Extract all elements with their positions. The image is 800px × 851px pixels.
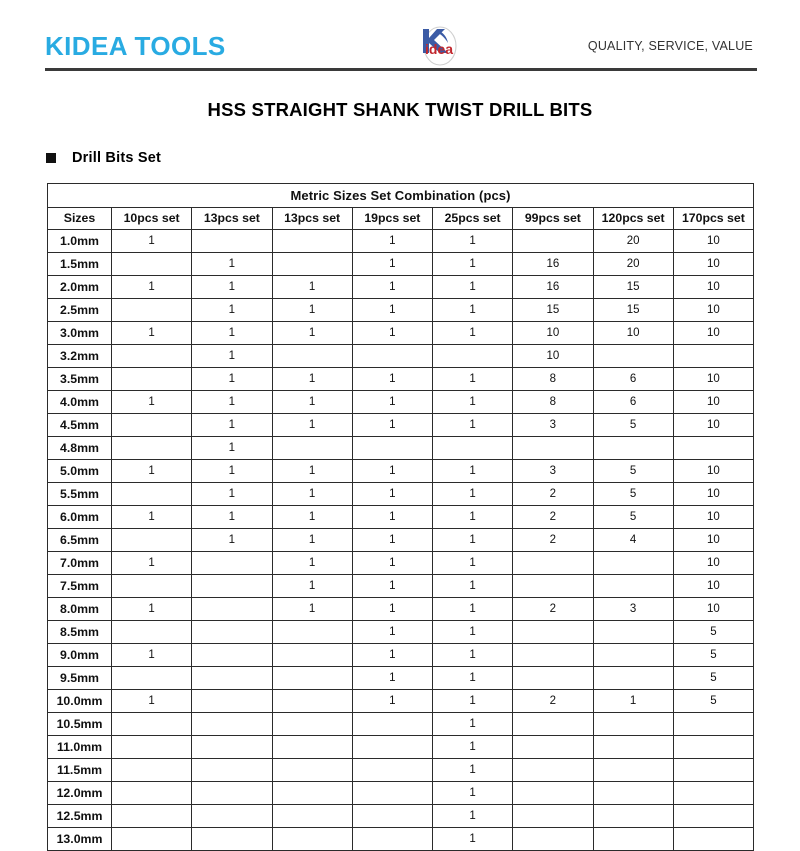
cell-qty [272,230,352,253]
cell-qty [673,736,753,759]
column-header-set-3: 13pcs set [272,208,352,230]
cell-qty: 10 [673,322,753,345]
table-caption: Metric Sizes Set Combination (pcs) [48,184,754,208]
cell-size: 1.0mm [48,230,112,253]
cell-size: 4.5mm [48,414,112,437]
cell-qty [272,437,352,460]
cell-qty: 10 [673,414,753,437]
cell-qty: 10 [513,322,593,345]
table-row [48,253,754,276]
cell-qty: 1 [192,414,272,437]
cell-qty [112,299,192,322]
cell-qty [673,782,753,805]
cell-qty [352,736,432,759]
cell-qty [352,782,432,805]
cell-qty: 10 [673,529,753,552]
cell-qty: 10 [673,483,753,506]
cell-qty: 1 [433,759,513,782]
cell-qty: 1 [433,299,513,322]
cell-qty [352,345,432,368]
cell-qty [673,828,753,851]
cell-qty: 1 [352,506,432,529]
cell-qty: 1 [433,230,513,253]
cell-qty: 1 [352,644,432,667]
cell-qty: 1 [272,276,352,299]
cell-size: 4.8mm [48,437,112,460]
table-head [48,184,754,230]
cell-qty [513,552,593,575]
cell-qty: 1 [192,437,272,460]
cell-qty: 1 [112,506,192,529]
cell-qty: 1 [272,391,352,414]
cell-size: 5.5mm [48,483,112,506]
cell-qty: 10 [673,552,753,575]
cell-qty: 1 [433,322,513,345]
cell-qty [112,805,192,828]
cell-qty: 5 [673,644,753,667]
cell-qty: 1 [272,575,352,598]
square-bullet-icon [46,153,56,163]
cell-qty: 1 [352,299,432,322]
cell-qty [192,805,272,828]
cell-qty: 2 [513,598,593,621]
svg-text:idea: idea [424,41,453,57]
cell-qty [593,575,673,598]
table-row [48,437,754,460]
cell-qty [352,805,432,828]
cell-size: 5.0mm [48,460,112,483]
cell-qty: 1 [433,460,513,483]
cell-qty [352,759,432,782]
table-row [48,552,754,575]
table-row [48,713,754,736]
cell-qty: 1 [272,322,352,345]
cell-qty: 1 [433,736,513,759]
cell-qty: 1 [112,391,192,414]
cell-qty: 5 [673,667,753,690]
column-header-set-8: 170pcs set [673,208,753,230]
cell-qty [112,437,192,460]
cell-qty: 10 [673,598,753,621]
column-header-set-4: 19pcs set [352,208,432,230]
cell-qty: 2 [513,529,593,552]
cell-qty [192,621,272,644]
cell-qty [192,713,272,736]
table-row [48,414,754,437]
cell-qty: 1 [112,322,192,345]
cell-qty [192,644,272,667]
cell-qty [112,736,192,759]
cell-qty: 1 [352,621,432,644]
cell-qty: 1 [433,529,513,552]
cell-qty: 1 [112,460,192,483]
cell-qty [192,828,272,851]
cell-qty [513,713,593,736]
cell-qty [673,713,753,736]
cell-qty: 5 [673,690,753,713]
column-header-set-5: 25pcs set [433,208,513,230]
cell-qty [673,759,753,782]
cell-qty: 1 [352,276,432,299]
cell-qty: 1 [192,368,272,391]
cell-size: 12.0mm [48,782,112,805]
cell-qty [513,805,593,828]
cell-qty [352,828,432,851]
section-heading [46,150,161,166]
cell-qty: 1 [192,391,272,414]
cell-qty: 1 [433,667,513,690]
cell-qty: 20 [593,230,673,253]
section-heading-label: Drill Bits Set [72,150,162,166]
cell-qty: 1 [433,552,513,575]
cell-qty: 2 [513,483,593,506]
cell-qty: 5 [593,414,673,437]
cell-qty [593,713,673,736]
cell-qty [272,667,352,690]
cell-qty: 10 [673,368,753,391]
cell-qty: 10 [673,506,753,529]
cell-size: 8.5mm [48,621,112,644]
cell-qty: 1 [192,345,272,368]
cell-qty: 10 [673,276,753,299]
page-title: HSS STRAIGHT SHANK TWIST DRILL BITS [207,99,593,120]
cell-qty: 1 [192,299,272,322]
cell-size: 13.0mm [48,828,112,851]
table-row [48,828,754,851]
table-row [48,644,754,667]
cell-qty: 1 [433,644,513,667]
cell-qty: 3 [593,598,673,621]
cell-qty: 10 [673,391,753,414]
brand-header [45,22,755,70]
cell-qty [513,621,593,644]
cell-qty: 1 [112,690,192,713]
cell-qty [433,345,513,368]
cell-qty [112,368,192,391]
cell-qty: 1 [433,805,513,828]
table-row [48,506,754,529]
cell-qty: 1 [192,529,272,552]
cell-size: 11.5mm [48,759,112,782]
cell-qty [272,690,352,713]
metric-sizes-combination-table [47,183,754,851]
cell-qty: 1 [433,253,513,276]
cell-qty: 16 [513,253,593,276]
cell-qty [112,759,192,782]
cell-size: 12.5mm [48,805,112,828]
cell-qty: 3 [513,460,593,483]
cell-qty: 1 [352,253,432,276]
cell-qty [272,713,352,736]
cell-qty: 10 [673,299,753,322]
table-row [48,391,754,414]
cell-qty: 8 [513,368,593,391]
cell-qty [272,759,352,782]
cell-qty: 1 [593,690,673,713]
cell-qty: 1 [352,460,432,483]
cell-size: 11.0mm [48,736,112,759]
kidea-idea-logo-icon [407,23,467,69]
cell-qty [272,782,352,805]
cell-qty: 4 [593,529,673,552]
table-caption-row [48,184,754,208]
cell-qty: 1 [433,598,513,621]
cell-qty: 1 [433,368,513,391]
cell-qty: 1 [192,276,272,299]
cell-qty [513,736,593,759]
cell-size: 3.2mm [48,345,112,368]
cell-qty: 1 [433,483,513,506]
cell-qty: 1 [272,414,352,437]
cell-qty [513,230,593,253]
cell-qty [192,575,272,598]
table-row [48,529,754,552]
table-row [48,322,754,345]
cell-qty: 1 [272,483,352,506]
table-row [48,575,754,598]
cell-qty [272,621,352,644]
column-header-set-6: 99pcs set [513,208,593,230]
table-header-row [48,208,754,230]
cell-qty [352,437,432,460]
cell-size: 7.0mm [48,552,112,575]
cell-qty: 6 [593,391,673,414]
cell-qty: 10 [673,253,753,276]
cell-qty [673,345,753,368]
cell-qty: 5 [673,621,753,644]
cell-qty [192,667,272,690]
cell-qty [192,690,272,713]
cell-qty: 1 [192,253,272,276]
cell-qty: 1 [433,575,513,598]
cell-qty [112,529,192,552]
cell-qty [192,230,272,253]
cell-qty: 16 [513,276,593,299]
table-row [48,368,754,391]
cell-qty [112,667,192,690]
cell-qty: 1 [433,713,513,736]
cell-qty [112,414,192,437]
cell-qty [272,805,352,828]
cell-qty [513,759,593,782]
cell-qty: 1 [112,644,192,667]
cell-qty [513,667,593,690]
cell-qty: 1 [352,529,432,552]
cell-qty: 1 [352,483,432,506]
cell-qty: 1 [352,230,432,253]
cell-qty [513,828,593,851]
cell-qty [513,437,593,460]
cell-qty: 5 [593,460,673,483]
cell-qty: 1 [192,483,272,506]
cell-qty [112,828,192,851]
cell-qty: 15 [593,276,673,299]
cell-qty [593,828,673,851]
cell-qty: 1 [433,414,513,437]
cell-qty [593,552,673,575]
cell-qty: 6 [593,368,673,391]
table-row [48,230,754,253]
cell-size: 10.5mm [48,713,112,736]
brand-name: KIDEA TOOLS [45,31,226,61]
table-row [48,276,754,299]
cell-qty: 1 [192,506,272,529]
table-row [48,345,754,368]
cell-size: 8.0mm [48,598,112,621]
cell-qty: 1 [352,598,432,621]
drill-bits-set-table-wrapper [47,183,753,851]
cell-qty: 1 [192,460,272,483]
cell-qty [593,736,673,759]
cell-qty: 10 [673,230,753,253]
table-row [48,759,754,782]
cell-qty [513,575,593,598]
cell-qty: 20 [593,253,673,276]
cell-qty: 1 [272,506,352,529]
table-row [48,299,754,322]
cell-size: 2.0mm [48,276,112,299]
cell-qty: 1 [272,598,352,621]
cell-qty: 10 [513,345,593,368]
column-header-sizes: Sizes [48,208,112,230]
cell-size: 6.0mm [48,506,112,529]
cell-qty: 1 [433,782,513,805]
cell-qty [112,621,192,644]
cell-qty: 1 [433,828,513,851]
cell-qty [272,644,352,667]
cell-qty: 10 [673,575,753,598]
cell-qty: 8 [513,391,593,414]
cell-size: 3.0mm [48,322,112,345]
cell-qty: 10 [593,322,673,345]
cell-qty: 1 [433,690,513,713]
cell-qty: 5 [593,506,673,529]
brand-tagline: QUALITY, SERVICE, VALUE [587,39,753,53]
table-row [48,782,754,805]
cell-size: 3.5mm [48,368,112,391]
table-row [48,690,754,713]
cell-qty [673,805,753,828]
cell-qty: 2 [513,506,593,529]
cell-qty: 5 [593,483,673,506]
table-row [48,598,754,621]
cell-qty: 1 [112,276,192,299]
cell-size: 6.5mm [48,529,112,552]
cell-qty [593,644,673,667]
cell-qty [112,575,192,598]
cell-qty: 1 [352,690,432,713]
cell-qty: 15 [513,299,593,322]
cell-qty: 1 [272,299,352,322]
cell-qty: 10 [673,460,753,483]
cell-size: 10.0mm [48,690,112,713]
table-row [48,460,754,483]
column-header-set-1: 10pcs set [112,208,192,230]
cell-size: 4.0mm [48,391,112,414]
cell-qty [513,782,593,805]
cell-qty: 1 [352,414,432,437]
cell-qty: 1 [433,276,513,299]
cell-qty [112,345,192,368]
cell-qty [112,782,192,805]
cell-qty [593,437,673,460]
company-logo [406,22,468,70]
cell-qty [272,253,352,276]
header-divider [45,68,757,71]
cell-qty [593,805,673,828]
cell-size: 1.5mm [48,253,112,276]
table-row [48,483,754,506]
table-row [48,667,754,690]
cell-qty [593,667,673,690]
column-header-set-7: 120pcs set [593,208,673,230]
cell-qty: 1 [352,575,432,598]
cell-qty: 1 [112,552,192,575]
cell-qty [112,483,192,506]
cell-qty [593,345,673,368]
cell-qty: 1 [112,230,192,253]
cell-qty [192,598,272,621]
cell-qty [593,759,673,782]
cell-qty: 1 [272,368,352,391]
cell-qty [192,782,272,805]
cell-qty: 1 [433,391,513,414]
cell-qty: 1 [352,322,432,345]
cell-size: 9.0mm [48,644,112,667]
cell-qty: 1 [352,552,432,575]
cell-qty [112,713,192,736]
cell-qty [593,782,673,805]
cell-qty: 1 [352,391,432,414]
table-row [48,736,754,759]
cell-size: 2.5mm [48,299,112,322]
cell-qty: 1 [272,529,352,552]
cell-qty [192,552,272,575]
cell-qty [192,759,272,782]
table-row [48,621,754,644]
cell-qty [673,437,753,460]
column-header-set-2: 13pcs set [192,208,272,230]
table-row [48,805,754,828]
cell-qty: 2 [513,690,593,713]
cell-qty [272,345,352,368]
cell-qty [513,644,593,667]
cell-qty: 1 [352,368,432,391]
cell-qty [272,736,352,759]
cell-qty: 1 [433,506,513,529]
cell-qty: 1 [112,598,192,621]
cell-qty: 1 [272,552,352,575]
cell-qty [433,437,513,460]
cell-qty [112,253,192,276]
cell-qty [352,713,432,736]
cell-qty: 1 [192,322,272,345]
cell-size: 9.5mm [48,667,112,690]
cell-qty: 1 [272,460,352,483]
cell-qty: 1 [352,667,432,690]
table-body [48,230,754,851]
cell-qty [272,828,352,851]
cell-qty: 1 [433,621,513,644]
cell-size: 7.5mm [48,575,112,598]
cell-qty [192,736,272,759]
cell-qty: 3 [513,414,593,437]
cell-qty [593,621,673,644]
cell-qty: 15 [593,299,673,322]
